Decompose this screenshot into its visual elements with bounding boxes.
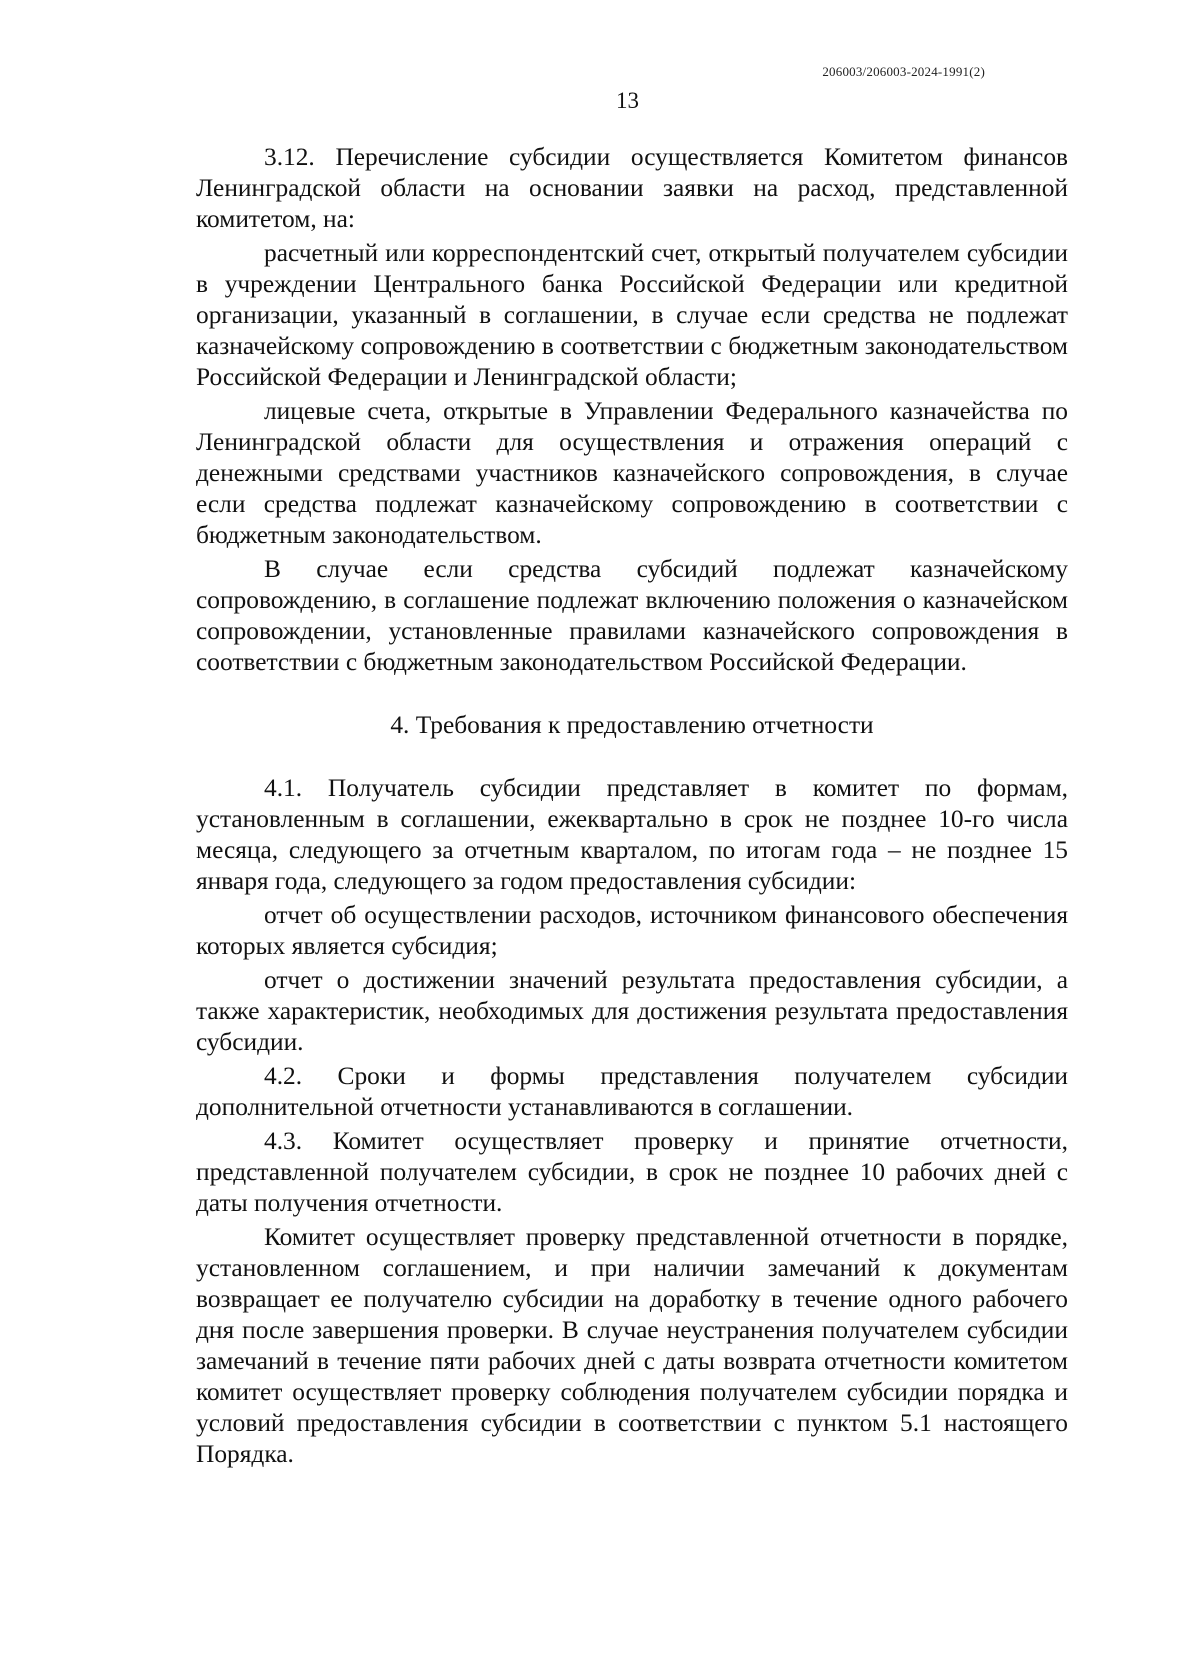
paragraph-settlement-account: расчетный или корреспондентский счет, открытый получателем субсидии в учреждении Центрального банка Российской Федерации или кредитной организации, указанный в соглашении, в случае если средства не подлежат казначейскому сопровождению в соответствии с бюджетным законодательством Российской Федерации и Ленинградской области;: [196, 239, 1068, 391]
paragraph-result-report: отчет о достижении значений результата предоставления субсидии, а также характеристик, необходимых для достижения результата предоставления субсидии.: [196, 966, 1068, 1056]
paragraph-4-1: 4.1. Получатель субсидии представляет в комитет по формам, установленным в соглашении, ежеквартально в срок не позднее 10-го числа месяца, следующего за отчетным кварталом, по итогам года – не позднее 15 января года, следующего за годом предоставления субсидии:: [196, 774, 1068, 895]
paragraph-verification: Комитет осуществляет проверку представленной отчетности в порядке, установленном соглашением, и при наличии замечаний к документам возвращает ее получателю субсидии на доработку в течение одного рабочего дня после завершения проверки. В случае неустранения получателем субсидии замечаний в течение пяти рабочих дней с даты возврата отчетности комитетом комитет осуществляет проверку соблюдения получателем субсидии порядка и условий предоставления субсидии в соответствии с пунктом 5.1 настоящего Порядка.: [196, 1223, 1068, 1468]
page-number: 13: [616, 88, 639, 113]
section-heading: 4. Требования к предоставлению отчетности: [390, 711, 874, 739]
document-body: [196, 142, 1068, 1470]
document-id: 206003/206003-2024-1991(2): [822, 64, 985, 79]
paragraph-personal-accounts: лицевые счета, открытые в Управлении Федерального казначейства по Ленинградской области для осуществления и отражения операций с денежными средствами участников казначейского сопровождения, в случае если средства подлежат казначейскому сопровождению в соответствии с бюджетным законодательством.: [196, 397, 1068, 549]
paragraph-4-3: 4.3. Комитет осуществляет проверку и принятие отчетности, представленной получателем субсидии, в срок не позднее 10 рабочих дней с даты получения отчетности.: [196, 1127, 1068, 1217]
paragraph-3-12: 3.12. Перечисление субсидии осуществляется Комитетом финансов Ленинградской области на основании заявки на расход, представленной комитетом, на:: [196, 143, 1068, 233]
paragraph-treasury-support: В случае если средства субсидий подлежат казначейскому сопровождению, в соглашение подлежат включению положения о казначейском сопровождении, установленные правилами казначейского сопровождения в соответствии с бюджетным законодательством Российской Федерации.: [196, 555, 1068, 676]
paragraph-4-2: 4.2. Сроки и формы представления получателем субсидии дополнительной отчетности устанавливаются в соглашении.: [196, 1062, 1068, 1121]
paragraph-expense-report: отчет об осуществлении расходов, источником финансового обеспечения которых является субсидия;: [196, 901, 1068, 960]
